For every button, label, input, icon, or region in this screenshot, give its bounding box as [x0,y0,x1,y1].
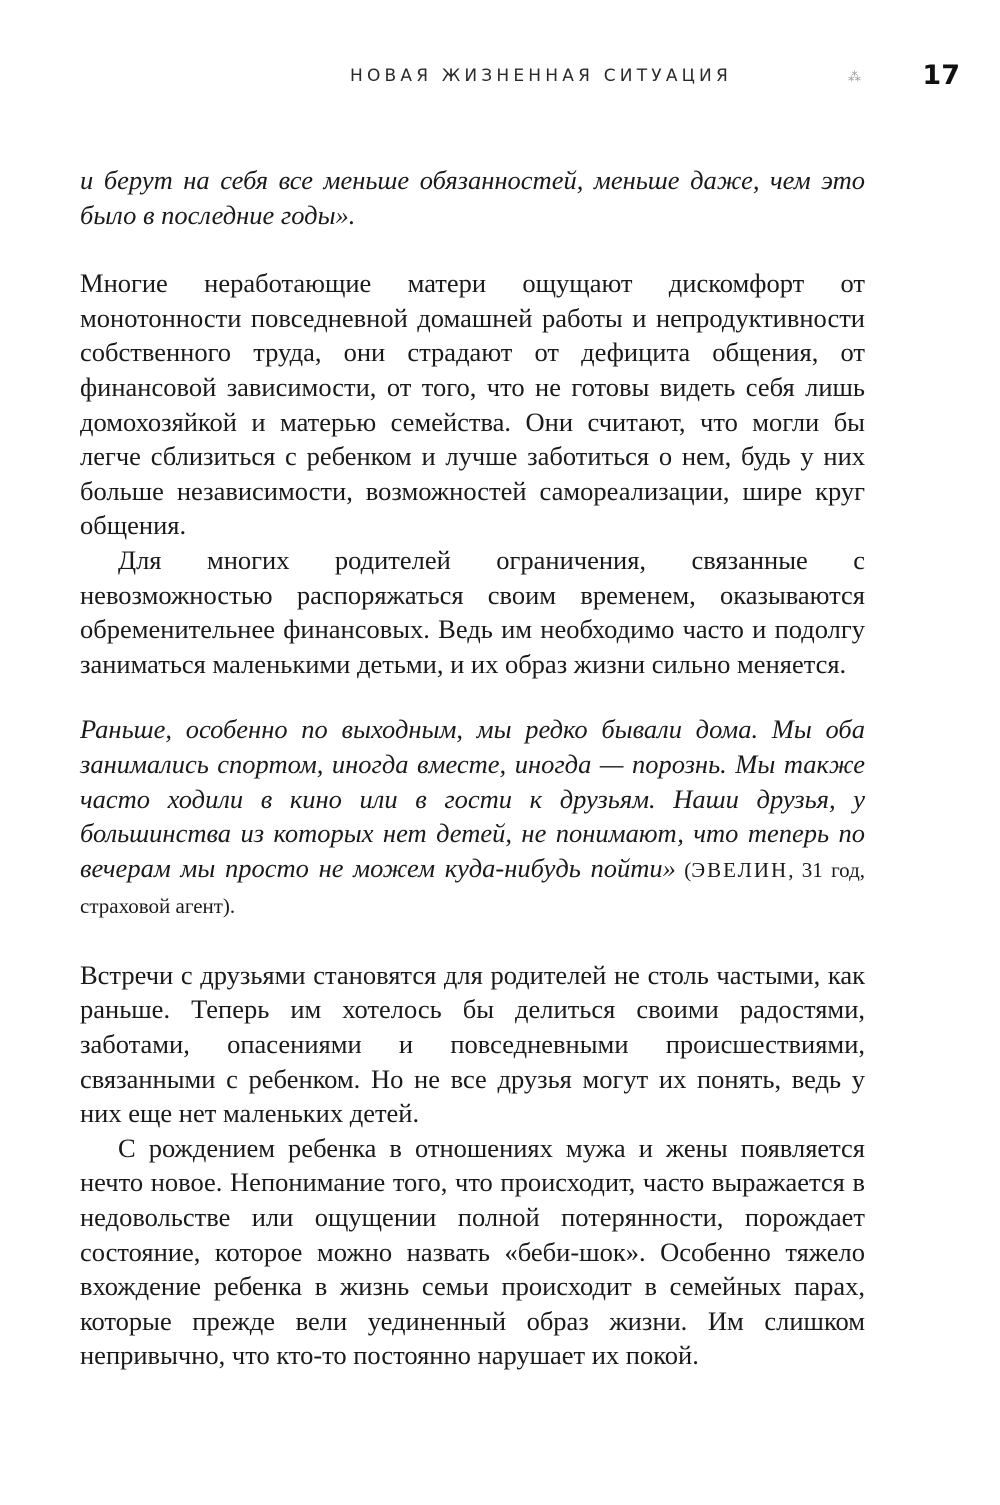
paragraph-nonworking-mothers: Многие неработающие матери ощущают дискомфорт от монотонности повседневной домашней работы и непродуктивности собственного труда, они страдают от дефицита общения, от финансовой зависимости, от того, что не готовы видеть себя лишь домохозяйкой и матерью семейства. Они считают, что могли бы легче сблизиться с ребенком и лучше заботиться о нем, будь у них больше независимости, возможностей самореализации, шире круг общения. [80,268,865,541]
running-header [0,58,1000,98]
ornament-icon: ⁂ [848,70,861,85]
page-number: 17 [922,60,960,91]
attribution-open: ( [675,857,692,882]
paragraph-baby-shock: С рождением ребенка в отношениях мужа и жены появляется нечто новое. Непонимание того, что происходит, часто выражается в недовольстве или ощущении полной потерянности, порождает состояние, которое можно назвать «беби-шок». Особенно тяжело вхождение ребенка в жизнь семьи происходит в семейных парах, которые прежде вели уединенный образ жизни. Им слишком непривычно, что кто-то постоянно нарушает их покой. [80,1132,865,1371]
quote-evelyn-text: Раньше, особенно по выходным, мы редко бывали дома. Мы оба занимались спортом, иногда вместе, иногда — порознь. Мы также часто ходили в кино или в гости к друзьям. Наши друзья, у большинства из которых нет детей, не понимают, что теперь по вечерам мы просто не можем куда-нибудь пойти» [80,714,865,883]
page-body [80,163,865,1373]
paragraph-friends: Встречи с друзьями становятся для родителей не столь частыми, как раньше. Теперь им хотелось бы делиться своими радостями, заботами, опасениями и повседневными происшествиями, связанными с ребенком. Но не все друзья могут их понять, ведь у них еще нет маленьких детей. [80,959,865,1129]
attribution-details: , 31 год, страховой агент). [80,857,866,919]
quote-evelyn [80,712,865,924]
attribution-name: ЭВЕЛИН [691,857,789,882]
running-title: НОВАЯ ЖИЗНЕННАЯ СИТУАЦИЯ [349,66,732,86]
quote-continuation: и берут на себя все меньше обязанностей, меньше даже, чем это было в последние годы». [80,165,865,230]
paragraph-time-limits: Для многих родителей ограничения, связанные с невозможностью распоряжаться своим временем, оказываются обременительнее финансовых. Ведь им необходимо часто и подолгу заниматься маленькими детьми, и их образ жизни сильно меняется. [80,544,865,679]
